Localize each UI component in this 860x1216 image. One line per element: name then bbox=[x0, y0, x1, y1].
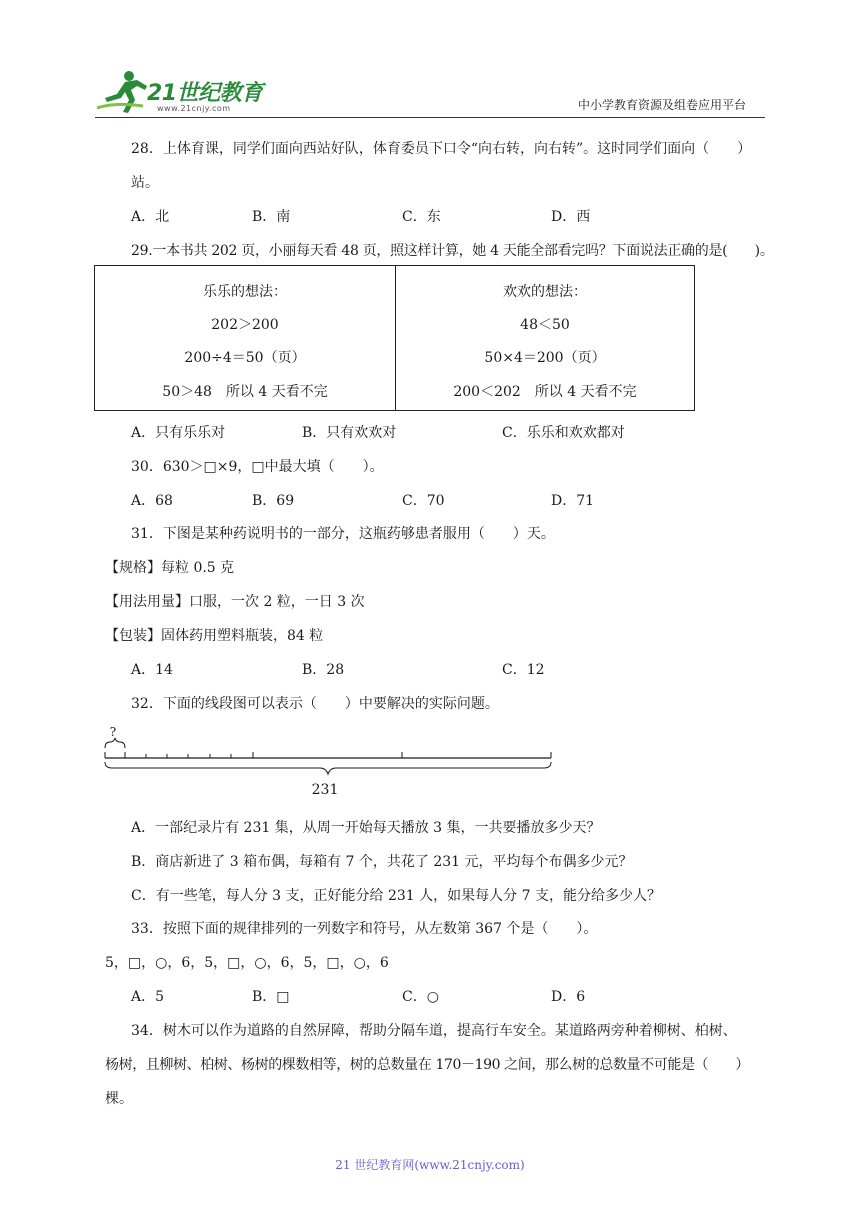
q34-stem-line3: 棵。 bbox=[105, 1091, 133, 1107]
q33-option-c: C．○ bbox=[402, 989, 439, 1005]
q32-total-label: 231 bbox=[311, 782, 339, 798]
q29-option-a: A．只有乐乐对 bbox=[131, 425, 226, 441]
q32-segment-diagram bbox=[100, 722, 560, 802]
runner-logo-icon bbox=[95, 68, 151, 116]
q33-sequence: 5，□，○，6，5，□，○，6，5，□，○，6 bbox=[105, 955, 389, 971]
q31-package-line: 【包装】固体药用塑料瓶装，84 粒 bbox=[105, 628, 324, 644]
q31-stem: 31．下图是某种药说明书的一部分，这瓶药够患者服用（ ）天。 bbox=[131, 526, 555, 542]
q30-option-d: D．71 bbox=[551, 493, 595, 509]
q32-option-a: A．一部纪录片有 231 集，从周一开始每天播放 3 集，一共要播放多少天？ bbox=[131, 820, 601, 836]
q31-option-a: A．14 bbox=[131, 662, 173, 678]
q28-stem-line1: 28．上体育课，同学们面向西站好队，体育委员下口令“向右转，向右转”。这时同学们面向（ ） bbox=[131, 141, 752, 157]
q32-question-mark: ? bbox=[109, 725, 117, 739]
logo-text: 21世纪教育 bbox=[147, 81, 263, 106]
q32-tick-marks bbox=[105, 752, 551, 758]
q33-stem: 33．按照下面的规律排列的一列数字和符号，从左数第 367 个是（ ）。 bbox=[131, 921, 598, 937]
q33-option-d: D．6 bbox=[551, 989, 586, 1005]
q29-left-step3: 50＞48 所以 4 天看不完 bbox=[162, 384, 328, 400]
q29-left-step2: 200÷4＝50（页） bbox=[184, 350, 306, 366]
q31-option-c: C．12 bbox=[502, 662, 545, 678]
q34-stem-line1: 34．树木可以作为道路的自然屏障，帮助分隔车道，提高行车安全。某道路两旁种着柳树、柏树、 bbox=[131, 1023, 737, 1039]
q28-option-d: D．西 bbox=[551, 209, 591, 225]
q29-comparison-table bbox=[94, 265, 695, 411]
q29-left-cell bbox=[95, 266, 395, 410]
q31-spec-line: 【规格】每粒 0.5 克 bbox=[105, 560, 235, 576]
q29-right-step2: 50×4＝200（页） bbox=[484, 350, 606, 366]
q29-left-step1: 202＞200 bbox=[211, 317, 279, 333]
q29-right-step1: 48＜50 bbox=[520, 317, 570, 333]
page-footer: 21 世纪教育网(www.21cnjy.com) bbox=[335, 1158, 525, 1172]
q29-option-c: C．乐乐和欢欢都对 bbox=[502, 425, 625, 441]
q32-option-b: B．商店新进了 3 箱布偶，每箱有 7 个，共花了 231 元，平均每个布偶多少元？ bbox=[131, 854, 633, 870]
q32-option-c: C．有一些笔，每人分 3 支，正好能分给 231 人，如果每人分 7 支，能分给多少人？ bbox=[131, 888, 661, 904]
q31-dosage-line: 【用法用量】口服，一次 2 粒，一日 3 次 bbox=[105, 594, 365, 610]
q29-option-b: B．只有欢欢对 bbox=[302, 425, 397, 441]
q30-option-b: B．69 bbox=[252, 493, 295, 509]
q30-option-a: A．68 bbox=[131, 493, 173, 509]
q32-stem: 32．下面的线段图可以表示（ ）中要解决的实际问题。 bbox=[131, 696, 499, 712]
q29-stem: 29.一本书共 202 页，小丽每天看 48 页，照这样计算，她 4 天能全部看完吗？下面说法正确的是( )。 bbox=[131, 243, 774, 259]
q32-small-brace bbox=[105, 738, 125, 748]
header-divider bbox=[95, 117, 765, 118]
q33-option-b: B．□ bbox=[252, 989, 290, 1005]
q29-left-title: 乐乐的想法： bbox=[203, 284, 287, 300]
logo bbox=[95, 68, 270, 116]
q34-stem-line2: 杨树，且柳树、柏树、杨树的棵数相等，树的总数量在 170－190 之间，那么树的总数量不可能是（ ） bbox=[105, 1057, 749, 1073]
logo-subtext: www.21cnjy.com bbox=[157, 104, 231, 113]
q30-option-c: C．70 bbox=[402, 493, 445, 509]
q33-option-a: A．5 bbox=[131, 989, 165, 1005]
q29-right-cell bbox=[395, 266, 695, 410]
q28-option-c: C．东 bbox=[402, 209, 441, 225]
q32-total-brace bbox=[105, 762, 551, 774]
q28-option-a: A．北 bbox=[131, 209, 170, 225]
q28-stem-line2: 站。 bbox=[131, 175, 159, 191]
q29-right-title: 欢欢的想法： bbox=[503, 284, 587, 300]
q30-stem: 30．630＞□×9，□中最大填（ ）。 bbox=[131, 459, 384, 475]
q28-option-b: B．南 bbox=[252, 209, 291, 225]
site-tagline: 中小学教育资源及组卷应用平台 bbox=[578, 98, 747, 112]
q31-option-b: B．28 bbox=[302, 662, 345, 678]
q29-right-step3: 200＜202 所以 4 天看不完 bbox=[453, 384, 637, 400]
